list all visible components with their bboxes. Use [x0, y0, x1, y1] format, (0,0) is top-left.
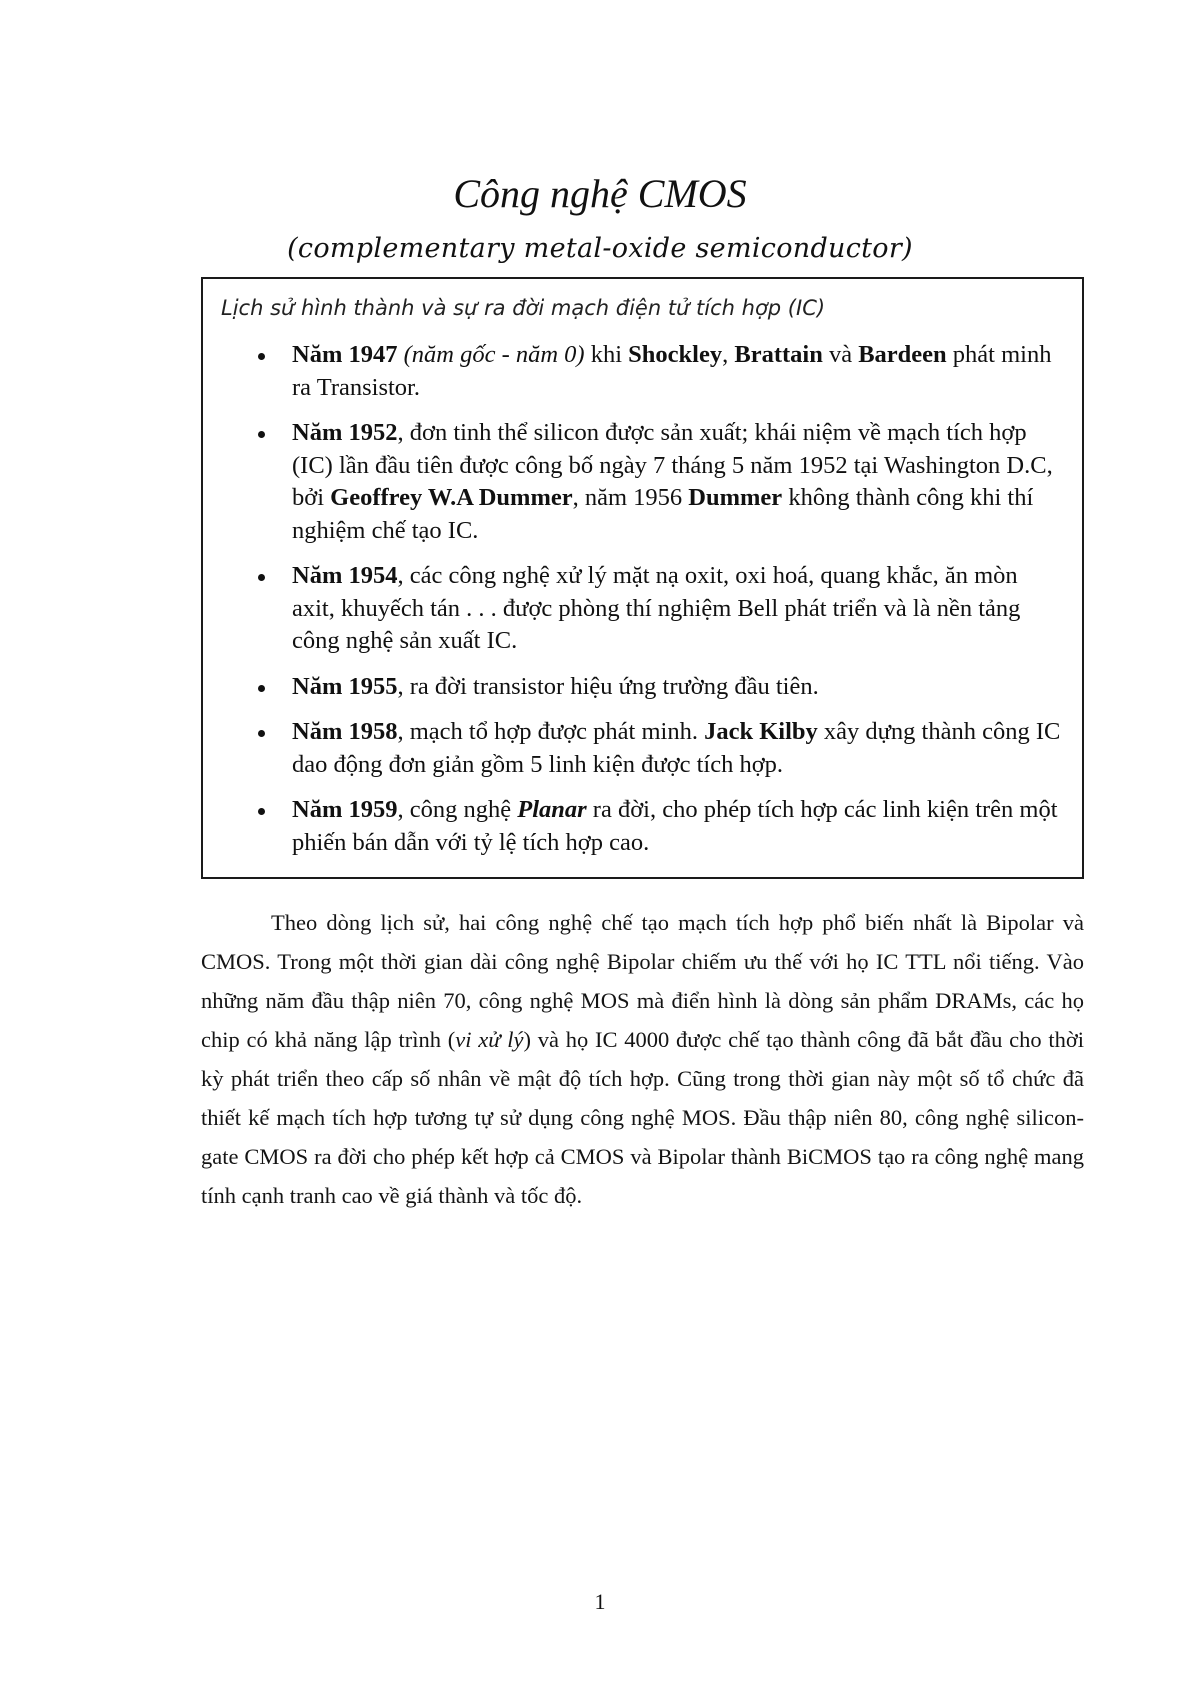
bullet-dot [258, 574, 265, 581]
inventor-name: Geoffrey W.A Dummer [330, 484, 573, 511]
item-text: không thành công khi thí nghiệm chế tạo IC. [292, 484, 1034, 544]
bullet-dot [258, 431, 265, 438]
year-label: Năm 1959 [292, 796, 398, 823]
list-item [203, 794, 1082, 859]
inventor-name: Dummer [688, 484, 783, 511]
item-text: , [722, 341, 735, 368]
inventor-name: Jack Kilby [704, 718, 818, 745]
item-text: xây dựng thành công IC dao động đơn giản gồm 5 linh kiện được tích hợp. [292, 718, 1061, 778]
body-paragraph [201, 903, 1084, 1215]
year-note: (năm gốc - năm 0) [397, 341, 585, 368]
bullet-dot [258, 685, 265, 692]
list-item [203, 716, 1082, 781]
year-label: Năm 1954 [292, 562, 398, 589]
paragraph-text: ) và họ IC 4000 được chế tạo thành công đã bắt đầu cho thời kỳ phát triển theo cấp số nhân về mật độ tích hợp. Cũng trong thời gian này một số tổ chức đã thiết kế mạch tích hợp tương tự sử dụng công nghệ MOS. Đầu thập niên 80, công nghệ silicon-gate CMOS ra đời cho phép kết hợp cả CMOS và Bipolar thành BiCMOS tạo ra công nghệ mang tính cạnh tranh cao về giá thành và tốc độ. [201, 1027, 1085, 1208]
bullet-dot [258, 353, 265, 360]
item-text: , mạch tổ hợp được phát minh. [397, 718, 705, 745]
technology-name: Planar [517, 796, 587, 823]
inventor-name: Bardeen [858, 341, 947, 368]
list-item [203, 339, 1082, 404]
item-text: , công nghệ [397, 796, 518, 823]
item-text: ra đời, cho phép tích hợp các linh kiện trên một phiến bán dẫn với tỷ lệ tích hợp cao. [292, 796, 1058, 856]
list-item [203, 417, 1082, 547]
list-item [203, 560, 1082, 658]
history-list [203, 339, 1082, 872]
history-box [201, 277, 1084, 879]
item-text: , đơn tinh thể silicon được sản xuất; khái niệm về mạch tích hợp (IC) lần đầu tiên được công bố ngày 7 tháng 5 năm 1952 tại Washington D.C, bởi [292, 419, 1053, 511]
paragraph-text: Theo dòng lịch sử, hai công nghệ chế tạo mạch tích hợp phổ biến nhất là Bipolar và CMOS. Trong một thời gian dài công nghệ Bipolar chiếm ưu thế với họ IC TTL nổi tiếng. Vào những năm đầu thập niên 70, công nghệ MOS mà điển hình là dòng sản phẩm DRAMs, các họ chip có khả năng lập trình ( [201, 910, 1084, 1052]
year-label: Năm 1955 [292, 672, 398, 700]
year-label: Năm 1952 [292, 419, 398, 446]
inventor-name: Brattain [734, 341, 823, 368]
history-box-heading: Lịch sử hình thành và sự ra đời mạch điện tử tích hợp (IC) [221, 296, 826, 320]
list-item [203, 671, 1082, 704]
item-text: khi [584, 341, 629, 368]
page-subtitle: (complementary metal-oxide semiconductor) [287, 233, 913, 264]
item-text: phát minh ra Transistor. [292, 341, 1052, 401]
year-label: Năm 1958 [292, 718, 398, 745]
bullet-dot [258, 730, 265, 737]
paragraph-emphasis: vi xử lý [455, 1027, 524, 1052]
item-text: , các công nghệ xử lý mặt nạ oxit, oxi hoá, quang khắc, ăn mòn axit, khuyếch tán . . . được phòng thí nghiệm Bell phát triển và là nền tảng công nghệ sản xuất IC. [292, 562, 1021, 654]
item-text: , năm 1956 [572, 484, 689, 511]
inventor-name: Shockley [628, 341, 723, 368]
item-text: và [822, 341, 859, 368]
page-number: 1 [594, 1589, 606, 1614]
year-label: Năm 1947 [292, 341, 398, 368]
bullet-dot [258, 808, 265, 815]
page-title: Công nghệ CMOS [453, 171, 747, 216]
item-text: , ra đời transistor hiệu ứng trường đầu tiên. [397, 672, 819, 700]
